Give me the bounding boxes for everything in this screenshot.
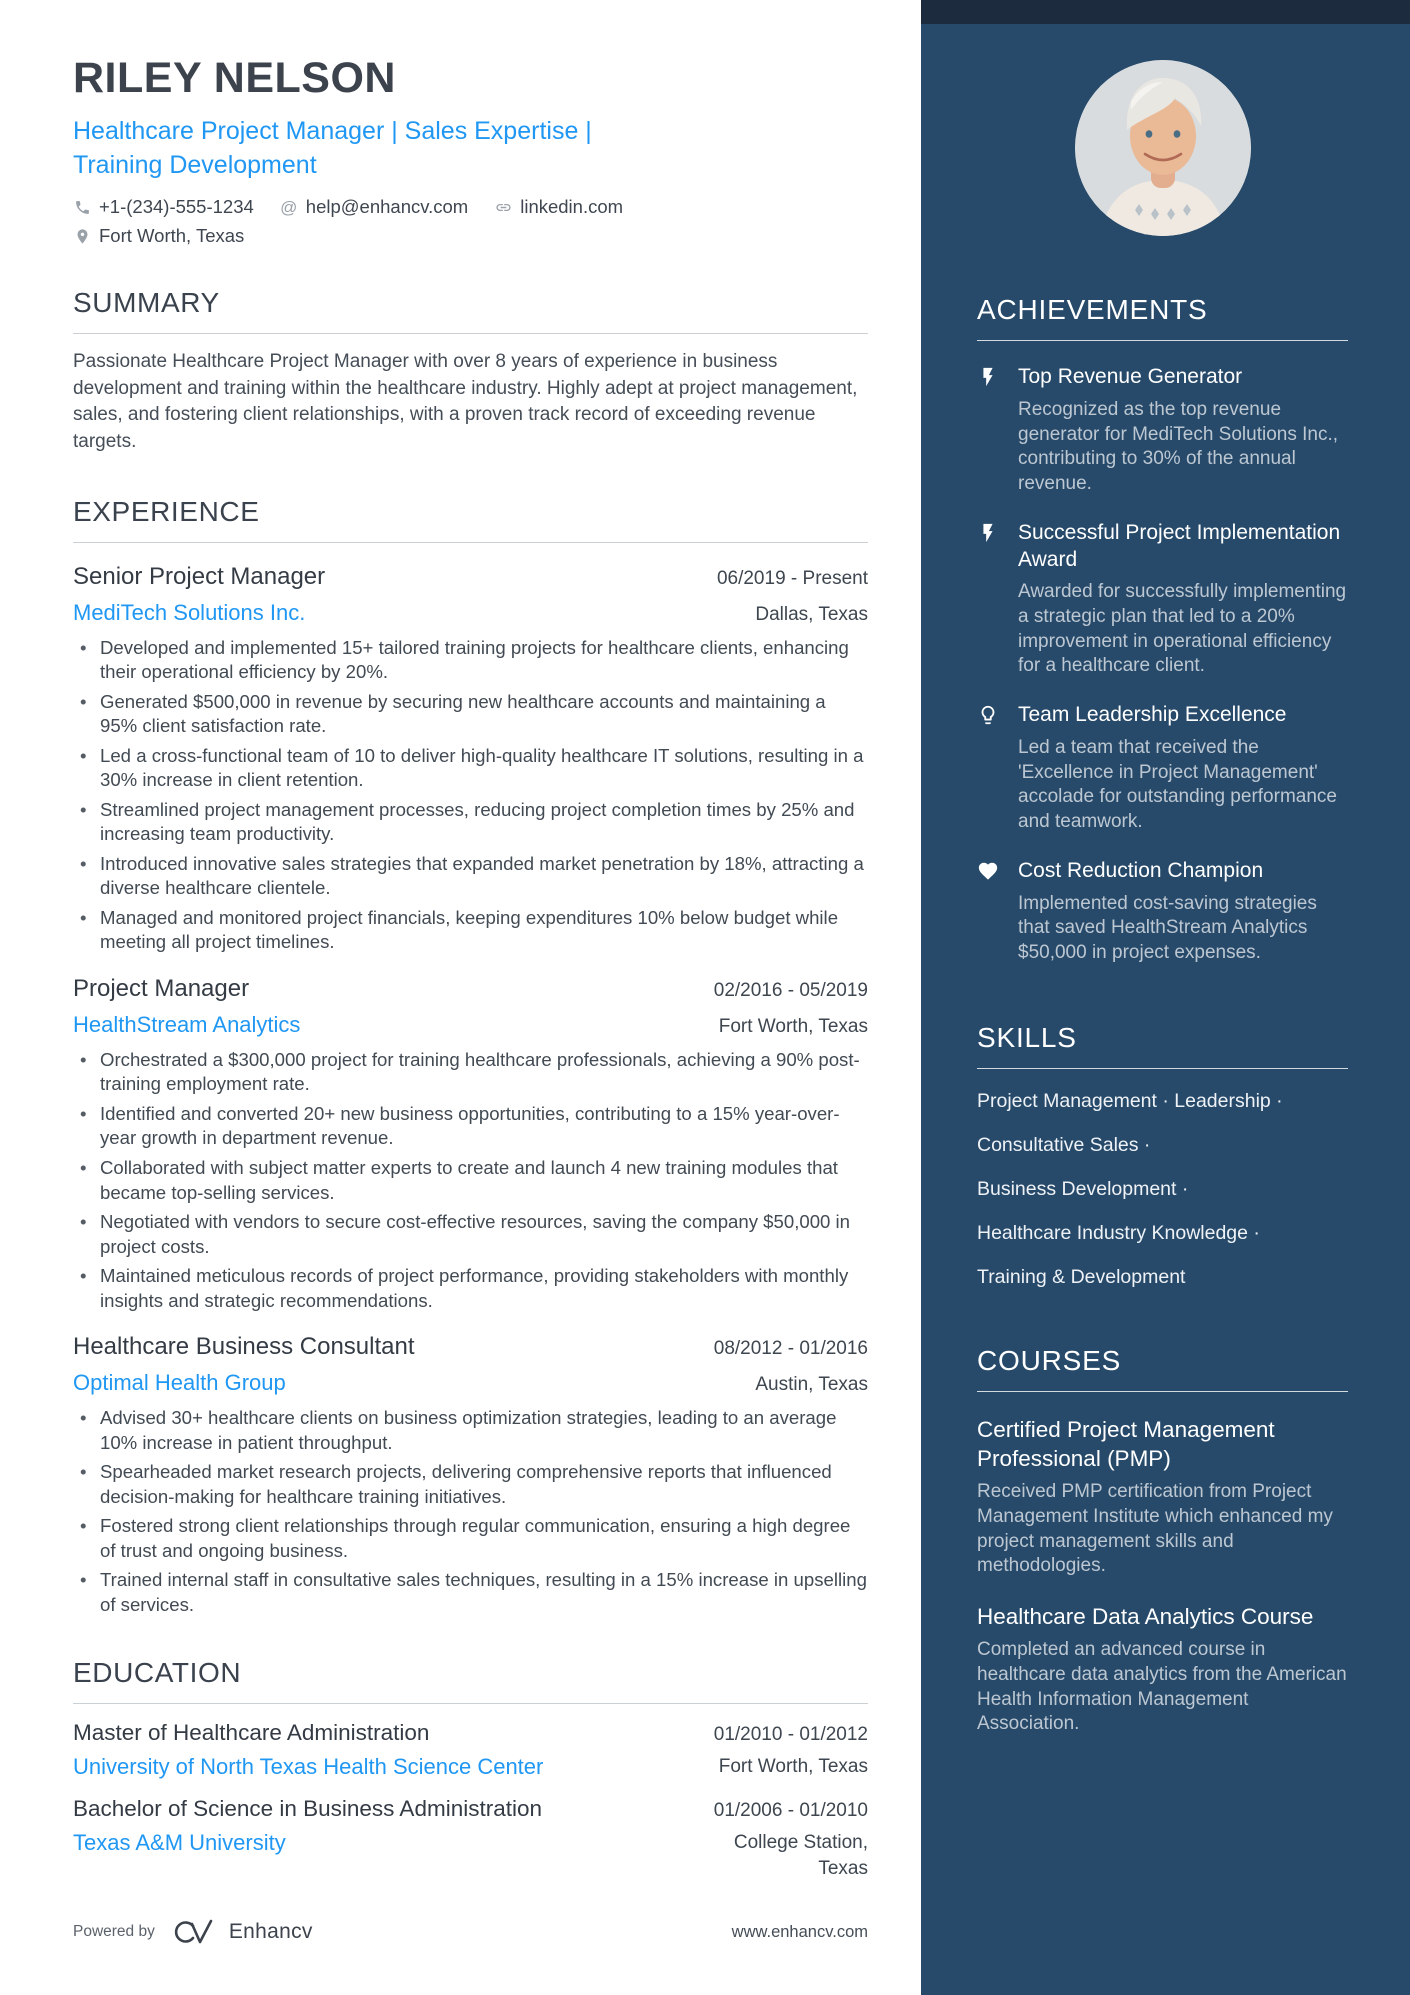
achievement-text: Recognized as the top revenue generator for MediTech Solutions Inc., contributing to 30% of the annual revenue. — [1018, 398, 1339, 494]
link-icon — [494, 198, 512, 216]
achievement-title: Top Revenue Generator — [1018, 365, 1243, 388]
achievement-title: Successful Project Implementation Award — [1018, 520, 1341, 571]
job-entry — [73, 563, 868, 955]
heart-icon — [977, 858, 1001, 966]
job-location: Austin, Texas — [755, 1374, 868, 1396]
job-bullets — [73, 636, 868, 955]
education-section — [73, 1657, 868, 1881]
degree-title: Master of Healthcare Administration — [73, 1720, 430, 1746]
job-location: Fort Worth, Texas — [718, 1015, 868, 1037]
degree-location: Fort Worth, Texas — [718, 1756, 868, 1778]
person-headline — [73, 115, 868, 182]
contact-phone-value: +1-(234)-555-1234 — [99, 196, 254, 218]
achievement-text: Awarded for successfully implementing a strategic plan that led to a 20% improvement in operational efficiency for a healthcare client. — [1018, 581, 1347, 677]
achievement-item — [977, 520, 1348, 680]
degree-school: University of North Texas Health Science Center — [73, 1754, 544, 1780]
summary-text: Passionate Healthcare Project Manager with over 8 years of experience in business development and training within the healthcare industry. Highly adept at project management, sales, and fostering client relationships, with a proven track record of exceeding revenue targets. — [73, 351, 858, 452]
job-bullets — [73, 1406, 868, 1617]
powered-by-label: Powered by — [73, 1923, 155, 1940]
bullet-item: • Collaborated with subject matter experts to create and launch 4 new training modules that became top-selling services. — [73, 1156, 868, 1205]
job-bullets — [73, 1048, 868, 1313]
bullet-item: • Identified and converted 20+ new business opportunities, contributing to a 15% year-over-year growth in department revenue. — [73, 1102, 868, 1151]
job-company: MediTech Solutions Inc. — [73, 599, 306, 625]
degree-location: College Station, Texas — [733, 1832, 868, 1880]
course-text: Completed an advanced course in healthcare data analytics from the American Health Information Management Association. — [977, 1639, 1347, 1735]
achievement-title: Cost Reduction Champion — [1018, 858, 1264, 882]
bullet-item: • Managed and monitored project financials, keeping expenditures 10% below budget while meeting all project timelines. — [73, 906, 868, 955]
enhancv-logo-icon — [169, 1917, 215, 1947]
achievement-title: Team Leadership Excellence — [1018, 703, 1287, 727]
job-dates: 08/2012 - 01/2016 — [713, 1338, 868, 1360]
bullet-item: • Orchestrated a $300,000 project for training healthcare professionals, achieving a 90% post-training employment rate. — [73, 1048, 868, 1097]
enhancv-site-link[interactable]: www.enhancv.com — [731, 1922, 868, 1941]
bullet-item: • Spearheaded market research projects, delivering comprehensive reports that influenced decision-making for healthcare training initiatives. — [73, 1460, 868, 1509]
skill-line: Consultative Sales · — [977, 1133, 1151, 1156]
bullet-item: • Generated $500,000 in revenue by securing new healthcare accounts and maintaining a 95% client satisfaction rate. — [73, 690, 868, 739]
achievement-item — [977, 858, 1348, 966]
summary-section — [73, 287, 868, 455]
person-name: RILEY NELSON — [73, 54, 396, 102]
course-item — [977, 1602, 1348, 1737]
bullet-item: • Fostered strong client relationships through regular communication, ensuring a high degree of trust and ongoing business. — [73, 1514, 868, 1563]
achievement-text: Implemented cost-saving strategies that saved HealthStream Analytics $50,000 in project expenses. — [1018, 892, 1317, 963]
contact-row — [73, 196, 868, 247]
profile-photo — [1075, 60, 1251, 236]
bullet-item: • Introduced innovative sales strategies that expanded market penetration by 18%, attracting a diverse healthcare clientele. — [73, 852, 868, 901]
contact-linkedin-value[interactable]: linkedin.com — [520, 196, 624, 218]
course-text: Received PMP certification from Project Management Institute which enhanced my project management skills and methodologies. — [977, 1481, 1333, 1577]
bullet-item: • Trained internal staff in consultative sales techniques, resulting in a 15% increase in upselling of services. — [73, 1568, 868, 1617]
achievement-text: Led a team that received the 'Excellence in Project Management' accolade for outstanding performance and teamwork. — [1018, 737, 1337, 833]
at-icon: @ — [280, 197, 298, 217]
job-title: Project Manager — [73, 974, 250, 1002]
experience-section — [73, 496, 868, 1618]
degree-title: Bachelor of Science in Business Administration — [73, 1796, 542, 1822]
job-title: Senior Project Manager — [73, 562, 326, 590]
courses-section — [977, 1345, 1348, 1737]
headline-line-1: Healthcare Project Manager | Sales Expertise | — [73, 117, 592, 146]
bolt-icon — [977, 520, 1001, 680]
bullet-item: • Developed and implemented 15+ tailored training projects for healthcare clients, enhancing their operational efficiency by 20%. — [73, 636, 868, 685]
course-title: Certified Project Management Professional (PMP) — [977, 1416, 1275, 1471]
job-title: Healthcare Business Consultant — [73, 1333, 415, 1361]
degree-entry — [73, 1720, 868, 1780]
bullet-item: • Negotiated with vendors to secure cost-effective resources, saving the company $50,000 in project costs. — [73, 1210, 868, 1259]
job-entry — [73, 1333, 868, 1617]
job-company: Optimal Health Group — [73, 1370, 286, 1396]
bullet-item: • Advised 30+ healthcare clients on business optimization strategies, leading to an average 10% increase in patient throughput. — [73, 1406, 868, 1455]
achievement-item — [977, 702, 1348, 835]
job-company: HealthStream Analytics — [73, 1011, 301, 1037]
achievements-section — [977, 294, 1348, 966]
footer-branding — [73, 1917, 313, 1947]
brand-name: Enhancv — [228, 1920, 313, 1943]
course-title: Healthcare Data Analytics Course — [977, 1603, 1314, 1629]
achievement-item — [977, 364, 1348, 497]
contact-email — [280, 196, 468, 218]
bullet-item: • Maintained meticulous records of project performance, providing stakeholders with monthly insights and strategic recommendations. — [73, 1264, 868, 1313]
bullet-item: • Led a cross-functional team of 10 to deliver high-quality healthcare IT solutions, resulting in a 30% increase in client retention. — [73, 744, 868, 793]
skill-line: Project Management · Leadership · — [977, 1089, 1283, 1112]
footer — [73, 1917, 868, 1947]
achievements-heading: ACHIEVEMENTS — [977, 294, 1348, 341]
headline-line-2: Training Development — [73, 150, 317, 179]
contact-phone — [73, 196, 254, 218]
experience-heading: EXPERIENCE — [73, 496, 868, 543]
degree-dates: 01/2010 - 01/2012 — [713, 1724, 868, 1746]
job-dates: 02/2016 - 05/2019 — [713, 979, 868, 1001]
contact-email-value[interactable]: help@enhancv.com — [305, 196, 469, 218]
skills-section — [977, 1022, 1348, 1289]
phone-icon — [73, 198, 91, 216]
education-heading: EDUCATION — [73, 1657, 868, 1704]
skills-heading: SKILLS — [977, 1022, 1348, 1069]
degree-school: Texas A&M University — [73, 1830, 286, 1856]
courses-heading: COURSES — [977, 1345, 1348, 1392]
degree-dates: 01/2006 - 01/2010 — [713, 1800, 868, 1822]
job-location: Dallas, Texas — [755, 603, 868, 625]
bullet-item: • Streamlined project management processes, reducing project completion times by 25% and increasing team productivity. — [73, 798, 868, 847]
sidebar — [921, 0, 1410, 1995]
bolt-icon — [977, 364, 1001, 497]
location-pin-icon — [73, 227, 91, 245]
course-item — [977, 1415, 1348, 1579]
degree-entry — [73, 1796, 868, 1881]
skill-line: Healthcare Industry Knowledge · — [977, 1221, 1260, 1244]
skill-line: Training & Development — [977, 1265, 1186, 1288]
contact-linkedin — [494, 196, 623, 218]
lightbulb-icon — [977, 702, 1001, 835]
job-entry — [73, 975, 868, 1313]
skill-line: Business Development · — [977, 1177, 1189, 1200]
job-dates: 06/2019 - Present — [716, 567, 868, 589]
sidebar-top-strip — [921, 0, 1410, 24]
contact-location-value: Fort Worth, Texas — [99, 225, 245, 247]
contact-location — [73, 225, 868, 247]
summary-heading: SUMMARY — [73, 287, 868, 334]
